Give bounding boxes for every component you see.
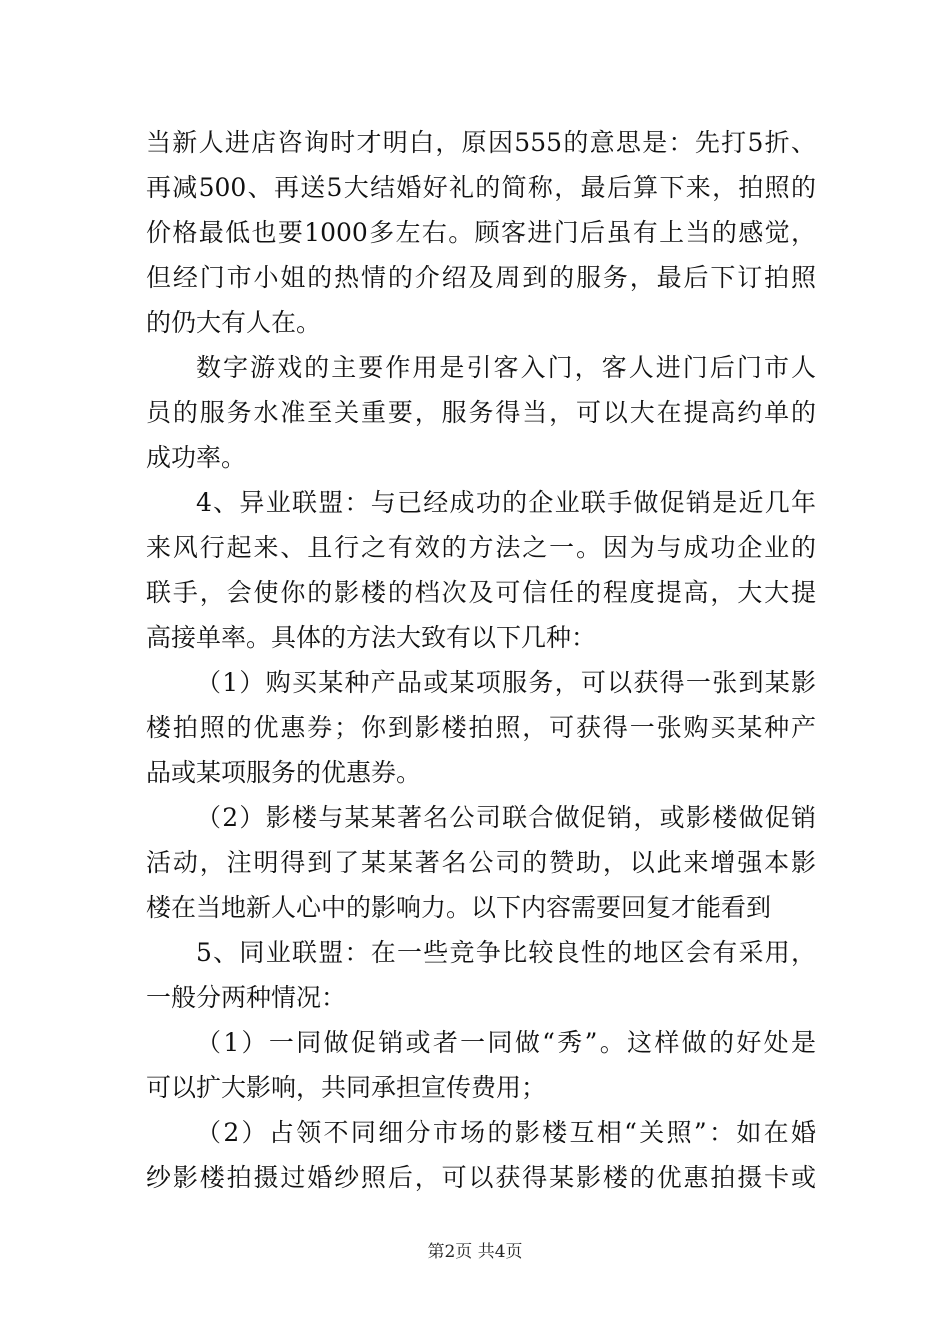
text-line: 再减500、再送5大结婚好礼的简称，最后算下来，拍照的 xyxy=(146,173,816,202)
text-line: （2）影楼与某某著名公司联合做促销，或影楼做促销 xyxy=(196,803,816,832)
text-line: （1）一同做促销或者一同做“秀”。这样做的好处是 xyxy=(196,1028,816,1057)
text-line: 的仍大有人在。 xyxy=(146,308,322,337)
text-line: 高接单率。具体的方法大致有以下几种： xyxy=(146,623,597,652)
page-number-footer: 第2页 共4页 xyxy=(427,1242,523,1262)
text-line: 数字游戏的主要作用是引客入门，客人进门后门市人 xyxy=(196,353,816,382)
text-line: （1）购买某种产品或某项服务，可以获得一张到某影 xyxy=(196,668,816,697)
text-line: （2）占领不同细分市场的影楼互相“关照”：如在婚 xyxy=(196,1118,816,1147)
text-line: 来风行起来、且行之有效的方法之一。因为与成功企业的 xyxy=(146,533,816,562)
text-line: 可以扩大影响，共同承担宣传费用； xyxy=(146,1073,547,1102)
text-line: 但经门市小姐的热情的介绍及周到的服务，最后下订拍照 xyxy=(146,263,816,292)
text-line: 当新人进店咨询时才明白，原因555的意思是：先打5折、 xyxy=(146,128,816,157)
text-line: 联手，会使你的影楼的档次及可信任的程度提高，大大提 xyxy=(146,578,816,607)
text-line: 一般分两种情况： xyxy=(146,983,347,1012)
text-line: 4、异业联盟：与已经成功的企业联手做促销是近几年 xyxy=(196,488,816,517)
text-line: 成功率。 xyxy=(146,443,247,472)
text-line: 楼在当地新人心中的影响力。以下内容需要回复才能看到 xyxy=(146,893,772,922)
text-line: 活动，注明得到了某某著名公司的赞助，以此来增强本影 xyxy=(146,848,816,877)
text-line: 5、同业联盟：在一些竞争比较良性的地区会有采用， xyxy=(196,938,816,967)
text-line: 纱影楼拍摄过婚纱照后，可以获得某影楼的优惠拍摄卡或 xyxy=(146,1163,816,1192)
text-line: 价格最低也要1000多左右。顾客进门后虽有上当的感觉， xyxy=(146,218,816,247)
text-line: 品或某项服务的优惠券。 xyxy=(146,758,422,787)
text-line: 员的服务水准至关重要，服务得当，可以大在提高约单的 xyxy=(146,398,816,427)
text-line: 楼拍照的优惠券；你到影楼拍照，可获得一张购买某种产 xyxy=(146,713,816,742)
